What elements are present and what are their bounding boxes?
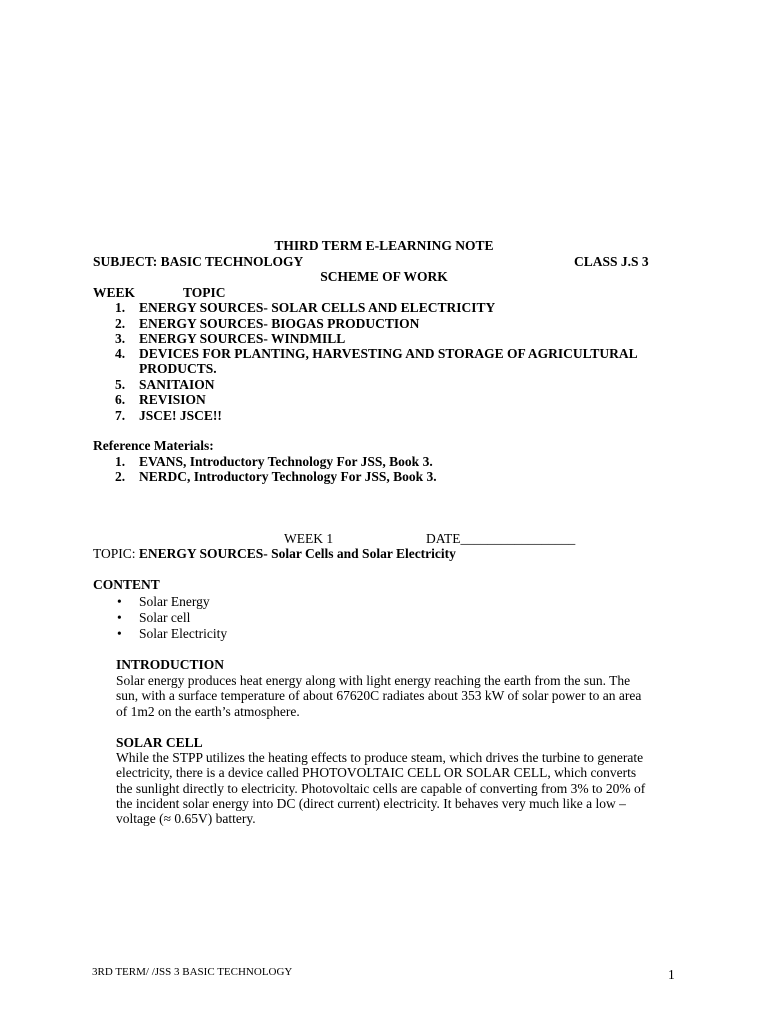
introduction-line: of 1m2 on the earth’s atmosphere. <box>116 704 300 719</box>
solar-cell-line: electricity, there is a device called PHOTOVOLTAIC CELL OR SOLAR CELL, which converts <box>116 765 637 780</box>
bullet-icon: • <box>117 594 122 609</box>
page-number: 1 <box>668 967 675 982</box>
list-item-number: 5. <box>115 377 126 392</box>
week-label: WEEK 1 <box>284 531 334 546</box>
date-field: DATE_________________ <box>426 531 576 546</box>
content-heading: CONTENT <box>93 577 160 592</box>
list-item-number: 3. <box>115 331 126 346</box>
list-item: JSCE! JSCE!! <box>139 408 222 423</box>
solar-cell-line: voltage (≈ 0.65V) battery. <box>116 811 256 826</box>
list-item-number: 4. <box>115 346 126 361</box>
list-item: SANITAION <box>139 377 215 392</box>
list-item: Solar Energy <box>139 594 210 609</box>
week-column-header: WEEK <box>93 285 136 300</box>
list-item-number: 7. <box>115 408 126 423</box>
solar-cell-line: While the STPP utilizes the heating effects to produce steam, which drives the turbine to generate <box>116 750 644 765</box>
document-title: THIRD TERM E-LEARNING NOTE <box>274 238 494 253</box>
reference-number: 2. <box>115 469 126 484</box>
topic-prefix: TOPIC: <box>93 546 139 561</box>
topic-bold: ENERGY SOURCES <box>138 546 264 561</box>
introduction-line: sun, with a surface temperature of about 67620C radiates about 353 kW of solar power to an area <box>116 688 642 703</box>
list-item: ENERGY SOURCES- SOLAR CELLS AND ELECTRICITY <box>139 300 496 315</box>
list-item: Solar cell <box>139 610 191 625</box>
list-item-number: 2. <box>115 316 126 331</box>
solar-cell-line: the sunlight directly to electricity. Photovoltaic cells are capable of converting from 3% to 20% of <box>116 781 646 796</box>
solar-cell-heading: SOLAR CELL <box>116 735 203 750</box>
bullet-icon: • <box>117 626 122 641</box>
solar-cell-line: the incident solar energy into DC (direct current) electricity. It behaves very much like a low – <box>116 796 626 811</box>
list-item-number: 1. <box>115 300 126 315</box>
introduction-line: Solar energy produces heat energy along with light energy reaching the earth from the sun. The <box>116 673 631 688</box>
class-label: CLASS J.S 3 <box>574 254 649 269</box>
topic-line <box>93 546 456 562</box>
list-item-continuation: PRODUCTS. <box>139 361 217 376</box>
list-item: ENERGY SOURCES- WINDMILL <box>139 331 346 346</box>
list-item-number: 6. <box>115 392 126 407</box>
topic-rest: - Solar Cells and Solar Electricity <box>263 546 456 561</box>
reference-item: NERDC, Introductory Technology For JSS, Book 3. <box>139 469 437 484</box>
list-item: ENERGY SOURCES- BIOGAS PRODUCTION <box>139 316 420 331</box>
reference-item: EVANS, Introductory Technology For JSS, Book 3. <box>139 454 433 469</box>
topic-column-header: TOPIC <box>183 285 226 300</box>
subject-line: SUBJECT: BASIC TECHNOLOGY <box>93 254 304 269</box>
footer-text: 3RD TERM/ /JSS 3 BASIC TECHNOLOGY <box>92 966 293 978</box>
list-item: DEVICES FOR PLANTING, HARVESTING AND STORAGE OF AGRICULTURAL <box>139 346 638 361</box>
references-heading: Reference Materials: <box>93 438 214 453</box>
bullet-icon: • <box>117 610 122 625</box>
introduction-heading: INTRODUCTION <box>116 657 225 672</box>
reference-number: 1. <box>115 454 126 469</box>
scheme-heading: SCHEME OF WORK <box>320 269 448 284</box>
list-item: Solar Electricity <box>139 626 228 641</box>
list-item: REVISION <box>139 392 206 407</box>
